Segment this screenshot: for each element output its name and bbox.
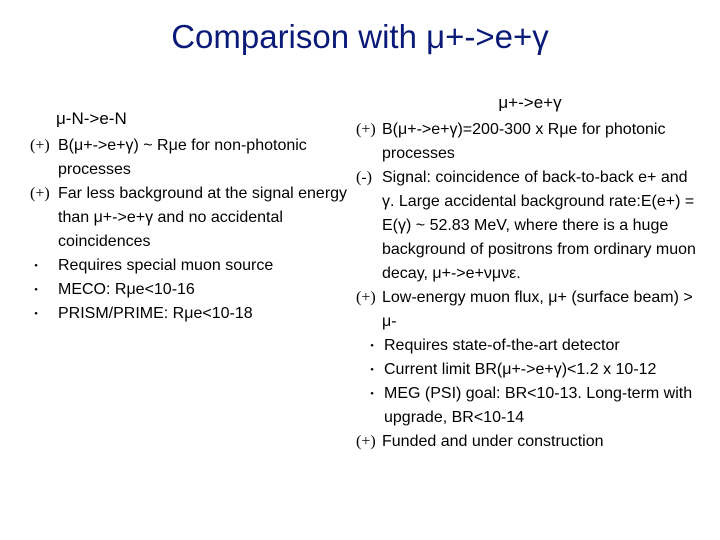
right-item-2 <box>356 166 704 286</box>
left-item-1-text: B(μ+->e+γ) ~ Rμe for non-photonic processes <box>58 137 307 178</box>
right-item-2-text: Signal: coincidence of back-to-back e+ and γ. Large accidental background rate:E(e+) = E(γ) ~ 52.83 MeV, where there is a huge background of positrons from ordinary muon decay, μ+->e+νμνε. <box>382 169 696 282</box>
left-column <box>30 104 350 326</box>
bullet-icon: • <box>34 284 38 296</box>
right-item-4-text: Requires state-of-the-art detector <box>384 337 620 354</box>
right-item-1-text: B(μ+->e+γ)=200-300 x Rμe for photonic processes <box>382 121 666 162</box>
left-item-4 <box>30 278 350 302</box>
right-item-7 <box>356 430 704 454</box>
left-item-2-text: Far less background at the signal energy than μ+->e+γ and no accidental coincidences <box>58 185 348 250</box>
left-item-3 <box>30 254 350 278</box>
left-item-3-text: Requires special muon source <box>58 257 274 274</box>
plus-marker: (+) <box>356 121 376 138</box>
right-item-6 <box>356 382 704 430</box>
right-item-5-text: Current limit BR(μ+->e+γ)<1.2 x 10-12 <box>384 361 657 378</box>
right-item-5 <box>356 358 704 382</box>
plus-marker: (+) <box>30 185 50 202</box>
right-item-7-text: Funded and under construction <box>382 433 604 450</box>
bullet-icon: • <box>34 308 38 320</box>
left-item-2 <box>30 182 350 254</box>
left-item-4-text: MECO: Rμe<10-16 <box>58 281 195 298</box>
slide-title: Comparison with μ+->e+γ <box>171 18 549 55</box>
right-item-6-text: MEG (PSI) goal: BR<10-13. Long-term with upgrade, BR<10-14 <box>384 385 693 426</box>
bullet-icon: • <box>34 260 38 272</box>
minus-marker: (-) <box>356 169 372 186</box>
left-item-5-text: PRISM/PRIME: Rμe<10-18 <box>58 305 253 322</box>
right-column <box>356 88 704 454</box>
right-column-heading: μ+->e+γ <box>498 93 562 112</box>
bullet-icon: • <box>370 388 374 400</box>
right-item-3 <box>356 286 704 334</box>
left-item-1 <box>30 134 350 182</box>
plus-marker: (+) <box>356 289 376 306</box>
right-item-1 <box>356 118 704 166</box>
left-column-heading: μ-N->e-N <box>56 109 127 128</box>
bullet-icon: • <box>370 364 374 376</box>
plus-marker: (+) <box>356 433 376 450</box>
right-item-4 <box>356 334 704 358</box>
right-item-3-text: Low-energy muon flux, μ+ (surface beam) > μ- <box>382 289 693 330</box>
left-item-5 <box>30 302 350 326</box>
bullet-icon: • <box>370 340 374 352</box>
plus-marker: (+) <box>30 137 50 154</box>
